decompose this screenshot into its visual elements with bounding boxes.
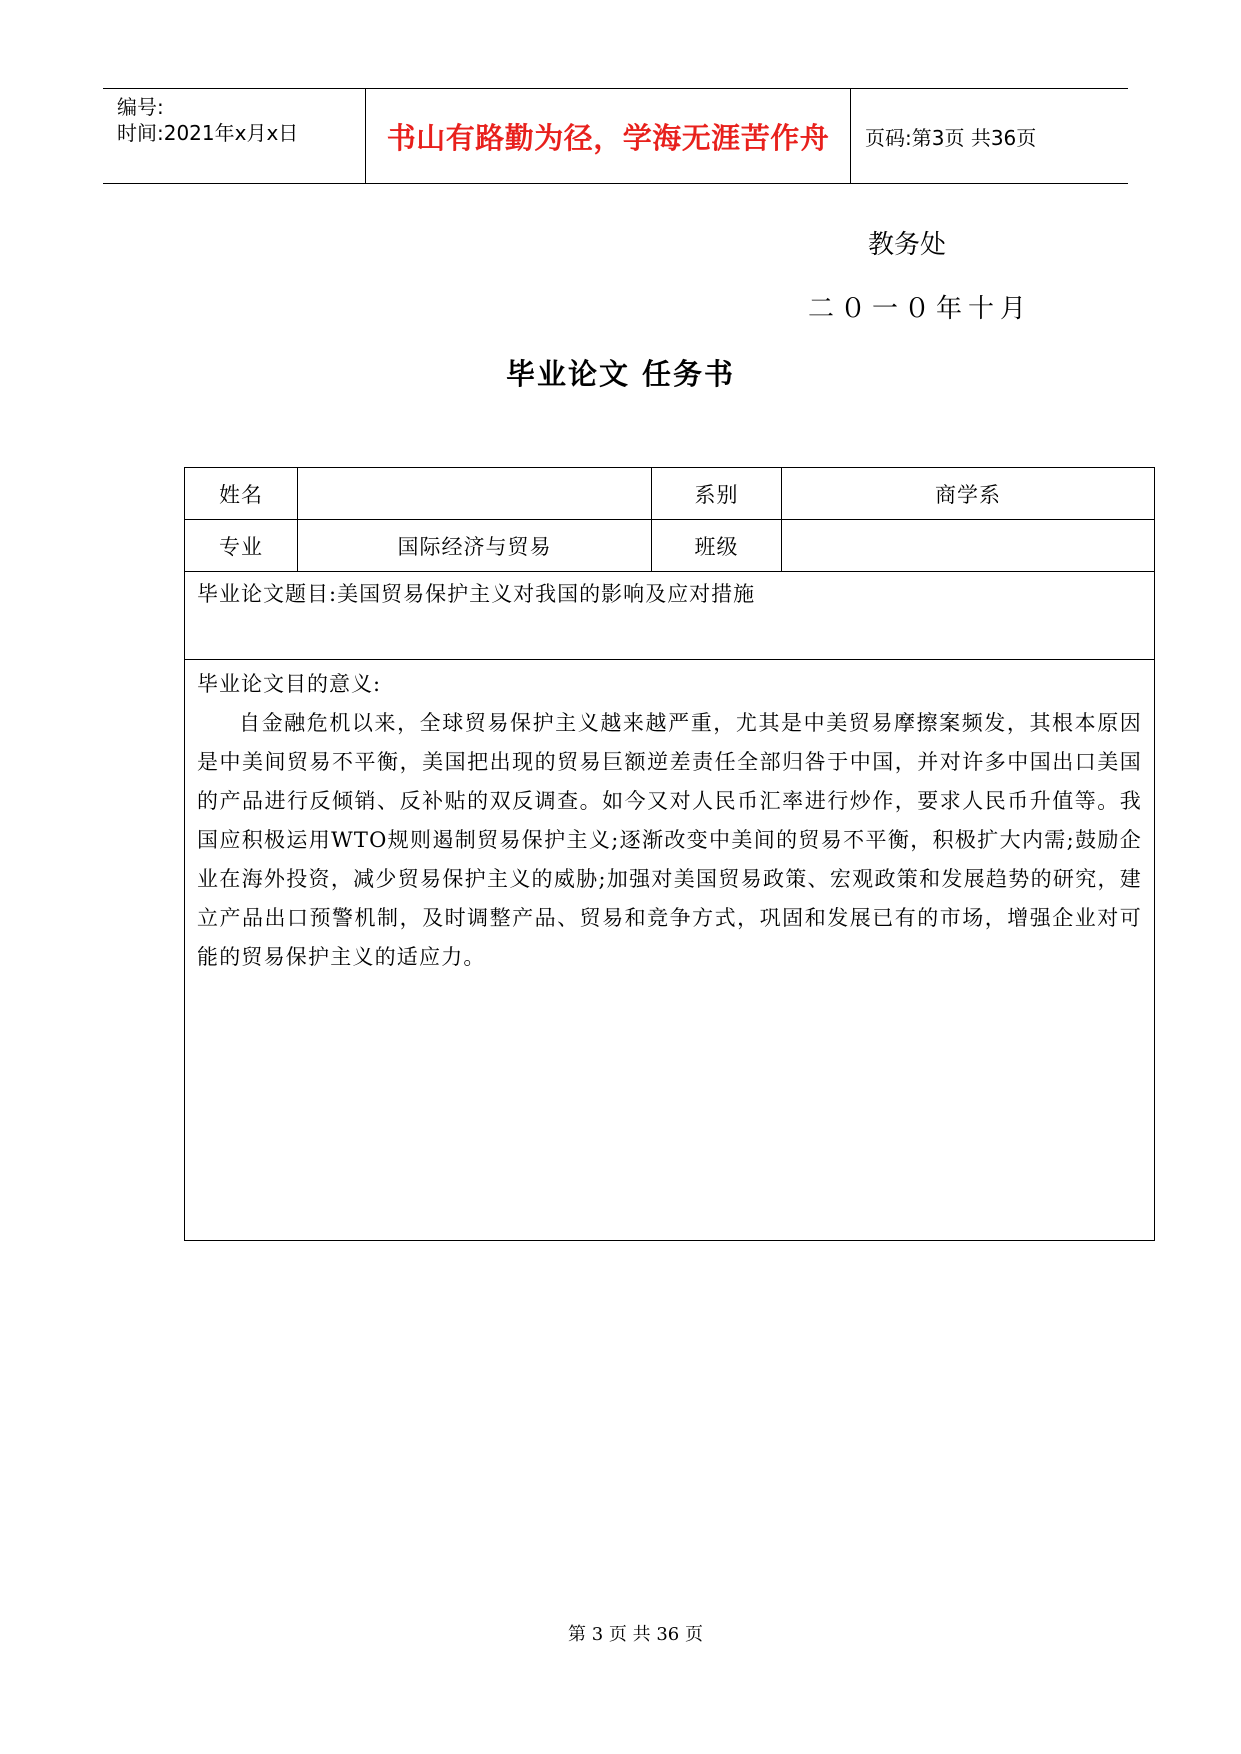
class-label: 班级 [652, 520, 782, 571]
office-name: 教务处 [868, 230, 947, 260]
header-meta [103, 89, 366, 183]
thesis-topic[interactable]: 毕业论文题目:美国贸易保护主义对我国的影响及应对措施 [185, 572, 1154, 660]
form-row-name [185, 468, 1154, 520]
time-label: 时间:2021年x月x日 [117, 121, 299, 145]
page-info: 页码:第3页 共36页 [865, 125, 1037, 150]
page-footer: 第 3 页 共 36 页 [568, 1624, 703, 1645]
form-row-major [185, 520, 1154, 572]
major-label: 专业 [185, 520, 298, 571]
header-motto-cell [366, 89, 851, 183]
motto: 书山有路勤为径，学海无涯苦作舟 [386, 120, 830, 155]
dept-label: 系别 [652, 468, 782, 519]
task-form-table [184, 467, 1155, 1241]
name-label: 姓名 [185, 468, 298, 519]
page-title: 毕业论文 任务书 [505, 357, 736, 391]
number-label: 编号: [117, 95, 164, 119]
purpose-label: 毕业论文目的意义: [197, 672, 382, 696]
thesis-purpose-section [185, 660, 1154, 985]
major-value[interactable]: 国际经济与贸易 [298, 520, 652, 571]
dept-value[interactable]: 商学系 [935, 482, 1001, 507]
page-header [103, 88, 1128, 184]
name-value[interactable] [298, 468, 652, 519]
issue-date: 二０一０年十月 [808, 294, 1033, 324]
purpose-body[interactable]: 自金融危机以来，全球贸易保护主义越来越严重，尤其是中美贸易摩擦案频发，其根本原因是中美间贸易不平衡，美国把出现的贸易巨额逆差责任全部归咎于中国，并对许多中国出口美国的产品进行反倾销、反补贴的双反调查。如今又对人民币汇率进行炒作，要求人民币升值等。我国应积极运用WTO规则遏制贸易保护主义;逐渐改变中美间的贸易不平衡，积极扩大内需;鼓励企业在海外投资，减少贸易保护主义的威胁;加强对美国贸易政策、宏观政策和发展趋势的研究，建立产品出口预警机制，及时调整产品、贸易和竞争方式，巩固和发展已有的市场，增强企业对可能的贸易保护主义的适应力。 [197, 711, 1142, 969]
class-value[interactable] [782, 520, 1154, 571]
